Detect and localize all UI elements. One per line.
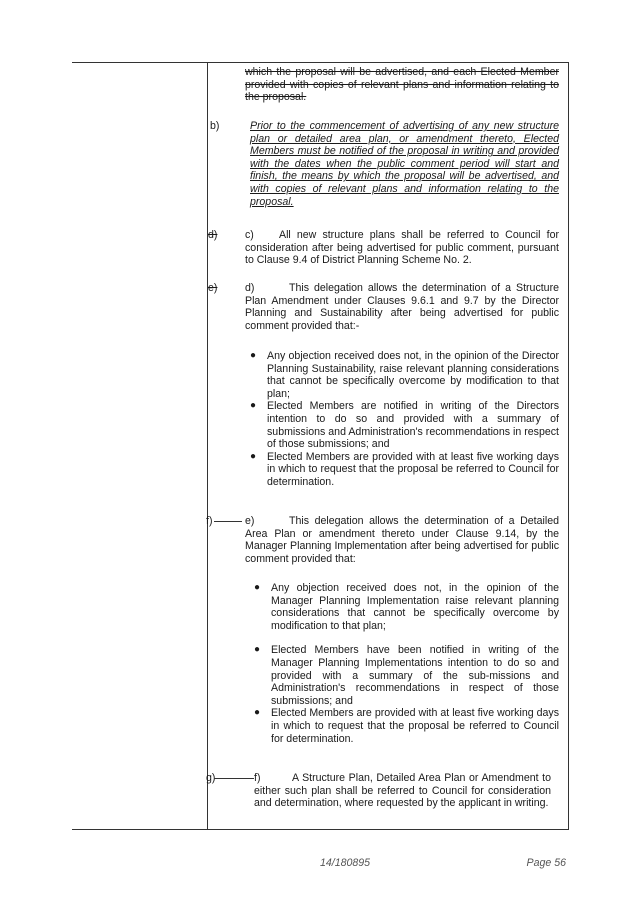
item-d-paragraph [245,229,559,267]
bullet-icon: ● [250,450,257,462]
struck-paragraph: which the proposal will be advertised, and each Elected Member provided with copies of relevant plans and information relating to the proposal. [245,66,559,104]
strike-connector [214,778,254,779]
page-number: Page 56 [526,857,566,869]
item-g-text: A Structure Plan, Detailed Area Plan or Amendment to either such plan shall be referred to Council for consideration and determination, where requested by the applicant in writing. [254,772,551,810]
bullet-icon: ● [250,350,257,361]
bullet-icon: ● [254,582,261,593]
item-d-text: All new structure plans shall be referred to Council for consideration after being advertised for public comment, pursuant to Clause 9.4 of District Planning Scheme No. 2. [245,229,559,267]
bullet-icon: ● [250,400,257,412]
item-f-bullets [250,582,559,745]
item-g-paragraph [254,772,551,810]
document-reference: 14/180895 [320,857,371,869]
item-e-bullets [246,350,559,489]
list-item: ● Elected Members have been notified in writing of the Manager Planning Implementations intention to do so and provided with a summary of the sub-missions and Administration's recommendations in respect of those submissions; and [254,644,559,707]
item-e-text: This delegation allows the determination of a Structure Plan Amendment under Clauses 9.6.1 and 9.7 by the Director Planning and Sustainability after being advertised for public comment provided that:- [245,282,559,332]
list-item: ● Any objection received does not, in the opinion of the Director Planning Sustainability, raise relevant planning considerations that cannot be specifically overcome by modification to that plan; [250,350,559,400]
list-item: ● Elected Members are provided with at least five working days in which to request that the proposal be referred to Council for determination. [250,450,559,488]
item-f-old-label: f) [206,515,213,527]
item-d-new-label: c) [245,229,254,241]
list-item: ● Elected Members are notified in writing of the Directors intention to do so and provided with a summary of submissions and Administration's recommendations in respect of those submissions; and [250,400,559,451]
bullet-icon: ● [254,707,261,719]
item-g-new-label: f) [254,772,261,784]
item-g-old-label: g) [206,772,216,784]
item-e-new-label: d) [245,282,255,294]
item-e-old-label: e) [208,282,218,294]
item-f-new-label: e) [245,515,255,527]
strike-connector [214,521,242,522]
column-divider-left [207,63,208,829]
item-f-text: This delegation allows the determination of a Detailed Area Plan or amendment thereto under Clause 9.14, by the Manager Planning Implementation after being advertised for public comment provided that: [245,515,559,565]
item-d-old-label: d) [208,229,218,241]
item-b-text: Prior to the commencement of advertising of any new structure plan or detailed area plan, or amendment thereto, Elected Members must be notified of the proposal in writing and provided with the dates when the public comment period will start and finish, the means by which the proposal will be advertised, and with copies of relevant plans and information relating to the proposal. [250,120,559,208]
bullet-icon: ● [254,644,261,656]
column-divider-right [568,63,569,829]
list-item: ● Elected Members are provided with at least five working days in which to request that the proposal be referred to Council for determination. [254,707,559,745]
list-item: ● Any objection received does not, in the opinion of the Manager Planning Implementation raise relevant planning considerations that cannot be specifically overcome by modification to that plan; [254,582,559,632]
item-e-paragraph [245,282,559,332]
item-f-paragraph [245,515,559,565]
item-b-label: b) [210,120,220,132]
